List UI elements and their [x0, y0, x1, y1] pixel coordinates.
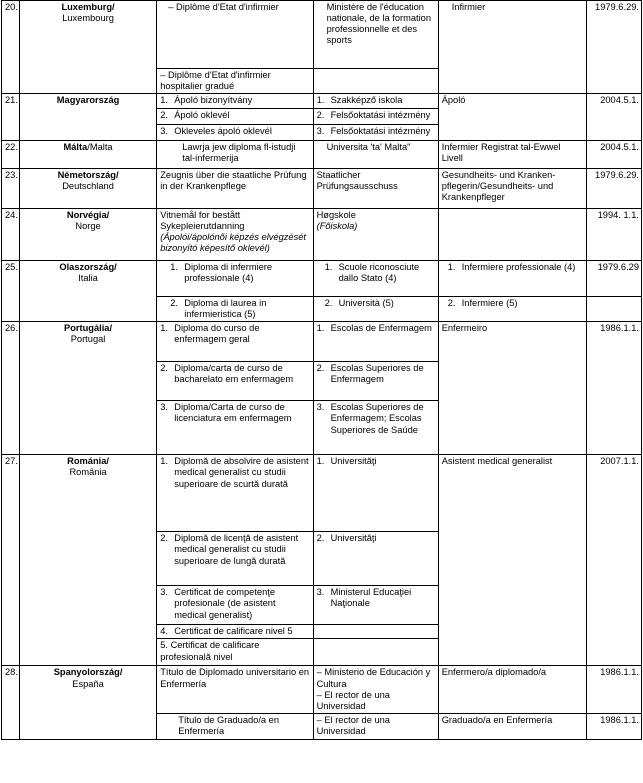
- professional-title-text: Enfermero/a diplomado/a: [441, 667, 547, 678]
- country-cell: [19, 209, 156, 261]
- diploma-text: Lawrja jew diploma fl-istudji tal-infermerija: [182, 142, 296, 164]
- diploma-number: 3.: [160, 402, 168, 413]
- country-hungarian-name: Románia/: [67, 456, 109, 467]
- diploma-cell: [157, 639, 313, 666]
- awarding-body-text: Universităţi: [330, 456, 377, 467]
- date-cell: 2007.1.1.: [587, 455, 642, 666]
- professional-title-cell: [438, 666, 587, 713]
- awarding-body-item: [317, 298, 435, 309]
- country-local-name: España: [72, 678, 104, 689]
- awarding-body-cell: [313, 713, 438, 739]
- professional-title-cell: [438, 1, 587, 94]
- diploma-number: 2.: [160, 533, 168, 544]
- diploma-number: 1.: [160, 323, 168, 334]
- diploma-number: 3.: [160, 587, 168, 598]
- awarding-body-number: 1.: [316, 456, 325, 467]
- awarding-body-item: [317, 110, 435, 121]
- diploma-text: – Diplôme d'Etat d'infirmier: [168, 2, 279, 12]
- awarding-body-item: [317, 126, 435, 137]
- diploma-item: [160, 298, 309, 320]
- professional-title-cell: [438, 169, 587, 209]
- country-hungarian-name: Olaszország/: [59, 262, 117, 273]
- country-local-name: Luxembourg: [62, 13, 114, 24]
- awarding-body-cell: [313, 1, 438, 69]
- country-local-name: Italia: [78, 273, 98, 284]
- diploma-cell: [157, 322, 313, 362]
- table-row: [2, 455, 642, 532]
- professional-title-text: Gesundheits- und Kranken-pflegerin/Gesundheits- und Krankenpfleger: [441, 170, 556, 203]
- awarding-body-note: (Főiskola): [316, 221, 358, 232]
- diploma-cell: [157, 362, 313, 401]
- date-cell: [587, 297, 642, 322]
- diploma-text: Vitnemål for bestått Sykepleierutdanning: [160, 210, 245, 232]
- professional-title-text: Infermiere professionale (4): [461, 262, 576, 273]
- country-hungarian-name: Magyarország: [56, 95, 120, 106]
- row-number: 23.: [2, 169, 20, 209]
- diploma-cell: [157, 1, 313, 69]
- diploma-item: [160, 456, 309, 489]
- date-cell: 1979.6.29.: [587, 1, 642, 94]
- country-hungarian-name: Németország/: [57, 170, 119, 181]
- diploma-cell: [157, 625, 313, 639]
- awarding-body-number: 3.: [316, 402, 325, 413]
- country-hungarian-name: Portugália/: [64, 323, 113, 334]
- country-hungarian-name: Norvégia/: [66, 210, 110, 221]
- awarding-body-text: Escolas de Enfermagem: [330, 323, 432, 334]
- row-number: 24.: [2, 209, 20, 261]
- diploma-number: 2.: [160, 363, 168, 374]
- table-row: [2, 322, 642, 362]
- awarding-body-cell: [313, 322, 438, 362]
- diploma-text: Diploma di infermiere professionale (4): [184, 262, 273, 284]
- country-local-name: /Malta: [87, 142, 113, 153]
- table-row: [2, 666, 642, 713]
- diploma-note: (Ápolói/ápolónői képzés elvégzését bizonyító képesítő oklevél): [160, 232, 306, 254]
- row-number: 27.: [2, 455, 20, 666]
- professional-title-text: Graduado/a en Enfermería: [441, 714, 553, 725]
- awarding-body-text: Staatlicher Prüfungsausschuss: [316, 170, 398, 192]
- diploma-item: [160, 323, 309, 345]
- diploma-text: Okleveles ápoló oklevél: [174, 126, 272, 137]
- professional-title-text: Asistent medical generalist: [441, 456, 553, 467]
- diploma-item: [160, 262, 309, 284]
- awarding-body-text: Felsőoktatási intézmény: [330, 126, 431, 137]
- awarding-body-cell: [313, 109, 438, 125]
- diploma-number: 1.: [160, 95, 168, 106]
- diploma-cell: [157, 586, 313, 625]
- awarding-body-cell: [313, 639, 438, 666]
- date-cell: 1979.6.29: [587, 261, 642, 297]
- diploma-cell: [157, 713, 313, 739]
- professional-title-item: [442, 298, 584, 309]
- diploma-cell: [157, 666, 313, 713]
- awarding-body-text: Szakképző iskola: [330, 95, 403, 106]
- diploma-cell: [157, 209, 313, 261]
- country-cell: [19, 261, 156, 322]
- awarding-body-cell: [313, 69, 438, 94]
- professional-title-cell: [438, 141, 587, 169]
- awarding-body-text: Høgskole: [316, 210, 356, 221]
- awarding-body-item: [317, 402, 435, 435]
- awarding-body-item: [317, 95, 435, 106]
- country-cell: [19, 322, 156, 455]
- professional-title-text: Infirmier: [451, 2, 486, 12]
- country-cell: [19, 455, 156, 666]
- awarding-body-number: 1.: [316, 95, 325, 106]
- awarding-body-item: [317, 262, 435, 284]
- diploma-text: Diploma di laurea in infermieristica (5): [184, 298, 267, 320]
- professional-title-item: [442, 262, 584, 273]
- awarding-body-cell: [313, 94, 438, 109]
- awarding-body-cell: [313, 666, 438, 713]
- awarding-body-number: 1.: [316, 323, 325, 334]
- country-hungarian-name: Spanyolország/: [53, 667, 123, 678]
- diploma-cell: [157, 94, 313, 109]
- awarding-body-cell: [313, 297, 438, 322]
- awarding-body-text: Ministère de l'éducation nationale, de la formation professionnelle et des sports: [326, 2, 431, 46]
- professional-title-text: Infermiere (5): [461, 298, 518, 309]
- row-number: 22.: [2, 141, 20, 169]
- diploma-text: Título de Graduado/a en Enfermería: [178, 714, 280, 736]
- awarding-body-number: 3.: [316, 587, 325, 598]
- table-row: [2, 1, 642, 69]
- awarding-body-cell: [313, 401, 438, 455]
- diploma-item: [160, 126, 309, 137]
- diploma-text: Diplomă de licenţă de asistent medical generalist cu studii superioare de lungă durată: [174, 533, 299, 566]
- diploma-text: Diploma/Carta de curso de licenciatura em enfermagem: [174, 402, 292, 424]
- diploma-item: [160, 402, 309, 424]
- country-cell: [19, 666, 156, 739]
- qualification-table: [1, 0, 642, 740]
- country-local-name: Norge: [75, 221, 101, 232]
- professional-title-cell: [438, 322, 587, 455]
- row-number: 26.: [2, 322, 20, 455]
- date-cell: 1979.6.29.: [587, 169, 642, 209]
- awarding-body-text: Escolas Superiores de Enfermagem; Escolas Superiores de Saúde: [330, 402, 424, 435]
- awarding-body-cell: [313, 362, 438, 401]
- country-local-name: Deutschland: [62, 181, 114, 192]
- diploma-text: Certificat de competenţe profesionale (de asistent medical generalist): [174, 587, 276, 620]
- awarding-body-number: 2.: [316, 110, 325, 121]
- professional-title-number: 1.: [447, 262, 456, 273]
- diploma-cell: [157, 69, 313, 94]
- diploma-item: [160, 95, 309, 106]
- date-cell: 1986.1.1.: [587, 666, 642, 713]
- diploma-cell: [157, 169, 313, 209]
- country-cell: [19, 1, 156, 94]
- professional-title-cell: [438, 455, 587, 666]
- diploma-number: 1.: [160, 456, 168, 467]
- date-cell: 1986.1.1.: [587, 322, 642, 455]
- table-row: [2, 169, 642, 209]
- awarding-body-item: [317, 587, 435, 609]
- awarding-body-text: – Ministerio de Educación y Cultura – El rector de una Universidad: [316, 667, 431, 711]
- row-number: 20.: [2, 1, 20, 94]
- diploma-text: Certificat de calificare nivel 5: [174, 626, 293, 637]
- awarding-body-number: 2.: [324, 298, 333, 309]
- diploma-text: Ápoló bizonyítvány: [174, 95, 253, 106]
- row-number: 25.: [2, 261, 20, 322]
- professional-title-cell: [438, 209, 587, 261]
- country-cell: [19, 169, 156, 209]
- country-cell: [19, 94, 156, 141]
- professional-title-text: Infermier Registrat tal-Ewwel Livell: [441, 142, 561, 164]
- diploma-cell: [157, 261, 313, 297]
- awarding-body-cell: [313, 455, 438, 532]
- diploma-cell: [157, 125, 313, 141]
- diploma-item: [160, 533, 309, 566]
- diploma-text: Diplomă de absolvire de asistent medical generalist cu studii superioare de scurtă durată: [174, 456, 309, 489]
- country-cell: [19, 141, 156, 169]
- diploma-number: 1.: [170, 262, 178, 273]
- row-number: 21.: [2, 94, 20, 141]
- date-cell: 2004.5.1.: [587, 141, 642, 169]
- country-local-name: România: [69, 467, 107, 478]
- date-cell: 2004.5.1.: [587, 94, 642, 141]
- awarding-body-text: Università (5): [338, 298, 394, 309]
- diploma-text: Ápoló oklevél: [174, 110, 230, 121]
- awarding-body-cell: [313, 169, 438, 209]
- diploma-number: 2.: [160, 110, 168, 121]
- country-local-name: Portugal: [70, 334, 106, 345]
- professional-title-number: 2.: [447, 298, 456, 309]
- awarding-body-text: Universita 'ta' Malta": [326, 142, 411, 153]
- awarding-body-text: Felsőoktatási intézmény: [330, 110, 431, 121]
- diploma-number: 4.: [160, 626, 168, 637]
- diploma-item: [160, 363, 309, 385]
- professional-title-text: Ápoló: [441, 95, 466, 106]
- awarding-body-cell: [313, 125, 438, 141]
- professional-title-cell: [438, 297, 587, 322]
- awarding-body-cell: [313, 532, 438, 586]
- awarding-body-cell: [313, 141, 438, 169]
- awarding-body-text: Universităţi: [330, 533, 377, 544]
- professional-title-cell: [438, 94, 587, 141]
- diploma-text: Zeugnis über die staatliche Prüfung in der Krankenpflege: [160, 170, 307, 192]
- diploma-cell: [157, 401, 313, 455]
- diploma-cell: [157, 141, 313, 169]
- awarding-body-number: 2.: [316, 533, 325, 544]
- awarding-body-cell: [313, 209, 438, 261]
- country-hungarian-name: Luxemburg/: [61, 2, 115, 12]
- awarding-body-item: [317, 323, 435, 334]
- diploma-text: Diploma do curso de enfermagem geral: [174, 323, 260, 345]
- date-cell: 1986.1.1.: [587, 713, 642, 739]
- diploma-text: 5. Certificat de calificare profesională nivel: [160, 640, 260, 662]
- diploma-cell: [157, 109, 313, 125]
- awarding-body-cell: [313, 625, 438, 639]
- diploma-text: Diploma/carta de curso de bacharelato em enfermagem: [174, 363, 294, 385]
- awarding-body-item: [317, 533, 435, 544]
- professional-title-cell: [438, 261, 587, 297]
- awarding-body-item: [317, 456, 435, 467]
- country-hungarian-name: Málta: [63, 142, 88, 153]
- awarding-body-cell: [313, 261, 438, 297]
- awarding-body-text: Scuole riconosciute dallo Stato (4): [338, 262, 420, 284]
- diploma-text: Título de Diplomado universitario en Enfermería: [160, 667, 310, 689]
- table-row: [2, 94, 642, 109]
- table-row: [2, 141, 642, 169]
- diploma-item: [160, 587, 309, 620]
- awarding-body-number: 1.: [324, 262, 333, 273]
- professional-title-cell: [438, 713, 587, 739]
- diploma-cell: [157, 455, 313, 532]
- diploma-cell: [157, 297, 313, 322]
- awarding-body-text: Ministerul Educaţiei Naţionale: [330, 587, 412, 609]
- table-row: [2, 261, 642, 297]
- diploma-number: 3.: [160, 126, 168, 137]
- diploma-number: 2.: [170, 298, 178, 309]
- row-number: 28.: [2, 666, 20, 739]
- diploma-text: – Diplôme d'Etat d'infirmier hospitalier gradué: [160, 70, 271, 92]
- date-cell: 1994. 1.1.: [587, 209, 642, 261]
- professional-title-text: Enfermeiro: [441, 323, 488, 334]
- awarding-body-item: [317, 363, 435, 385]
- awarding-body-text: Escolas Superiores de Enfermagem: [330, 363, 424, 385]
- table-row: [2, 209, 642, 261]
- awarding-body-number: 3.: [316, 126, 325, 137]
- awarding-body-text: – El rector de una Universidad: [316, 714, 390, 736]
- awarding-body-number: 2.: [316, 363, 325, 374]
- diploma-cell: [157, 532, 313, 586]
- diploma-item: [160, 626, 309, 637]
- diploma-item: [160, 110, 309, 121]
- awarding-body-cell: [313, 586, 438, 625]
